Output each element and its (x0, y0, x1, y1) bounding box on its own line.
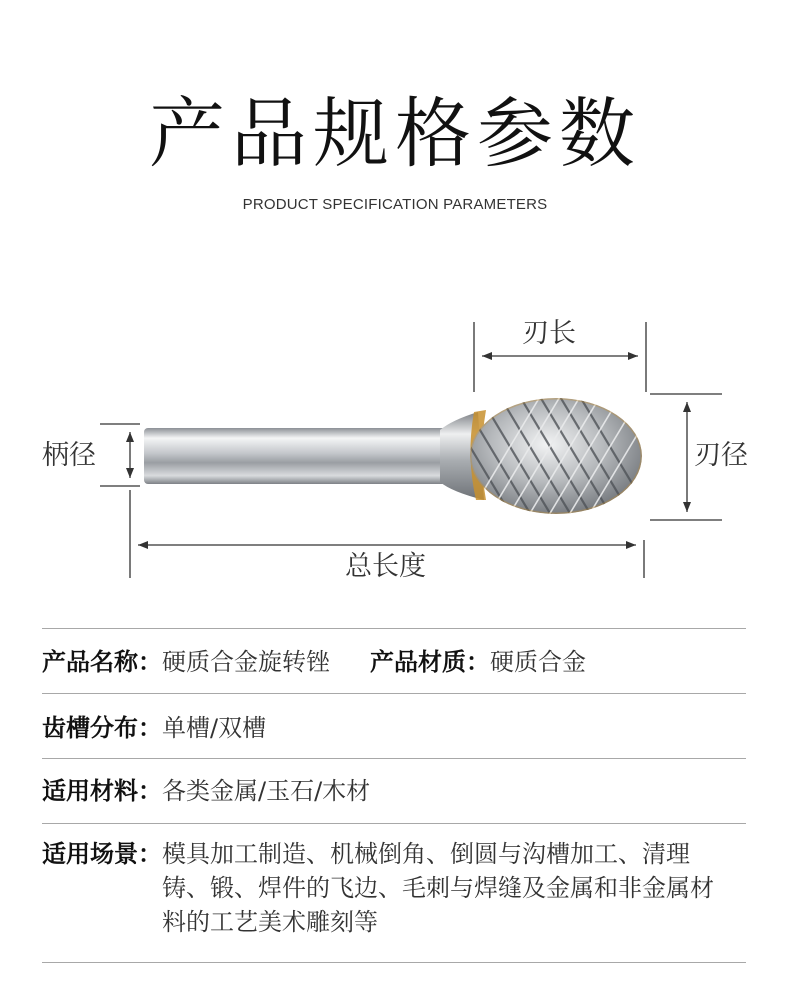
scenario-value: 模具加工制造、机械倒角、倒圆与沟槽加工、清理铸、锻、焊件的飞边、毛刺与焊缝及金属和非金属材料的工艺美术雕刻等 (162, 840, 714, 936)
product-material-value: 硬质合金 (490, 648, 586, 676)
product-material-label: 产品材质： (370, 648, 490, 676)
applicable-material-value: 各类金属/玉石/木材 (162, 777, 371, 805)
page-subtitle: PRODUCT SPECIFICATION PARAMETERS (242, 196, 548, 213)
product-name-label: 产品名称： (42, 648, 162, 676)
spec-row-name-material (42, 629, 746, 693)
flute-value: 单槽/双槽 (162, 714, 267, 742)
page-title: 产品规格参数 (149, 89, 641, 178)
shank-diameter-label: 柄径 (42, 440, 96, 471)
shank (144, 428, 446, 484)
divider (42, 962, 746, 963)
flute-label: 齿槽分布： (42, 714, 162, 742)
applicable-material-label: 适用材料： (42, 777, 162, 805)
product-name-value: 硬质合金旋转锉 (162, 648, 330, 676)
blade-diameter-label: 刃径 (694, 440, 748, 471)
burr-dimension-diagram (0, 300, 790, 590)
spec-table (42, 628, 746, 963)
spec-row-flute (42, 694, 746, 758)
spec-row-applicable-material (42, 759, 746, 823)
scenario-label: 适用场景： (42, 840, 162, 868)
blade-length-label: 刃长 (522, 318, 576, 349)
spec-row-scenario (42, 824, 746, 962)
total-length-label: 总长度 (345, 551, 426, 582)
